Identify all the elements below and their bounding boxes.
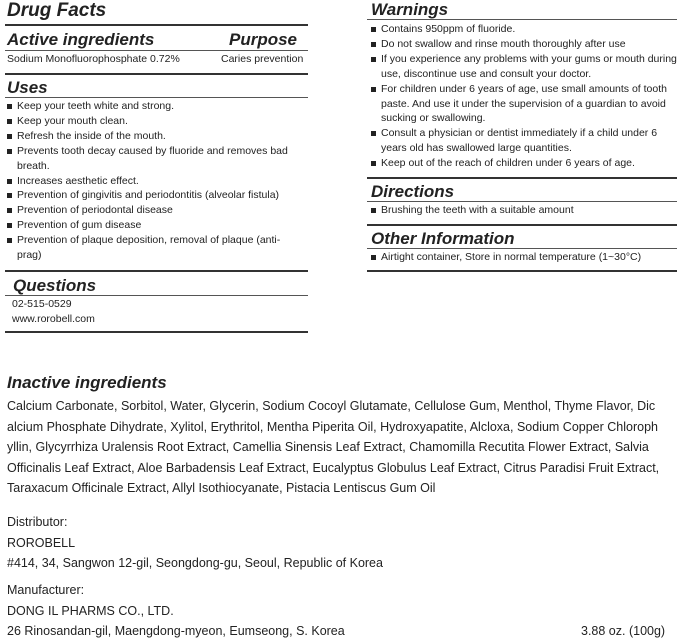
distributor-name: ROROBELL <box>7 535 76 550</box>
divider <box>5 295 308 296</box>
list-item: Airtight container, Store in normal temperature (1~30°C) <box>371 250 677 265</box>
questions-heading: Questions <box>13 276 97 295</box>
distributor-label: Distributor: <box>7 515 68 529</box>
net-weight: 3.88 oz. (100g) <box>581 624 666 638</box>
inactive-line: Taraxacum Officinale Extract, Allyl Isothiocyanate, Pistacia Lentiscus Gum Oil <box>7 481 436 495</box>
list-item: Keep your teeth white and strong. <box>7 99 303 114</box>
divider <box>5 270 308 272</box>
inactive-ingredients-text <box>7 396 679 499</box>
active-ingredient-value: Sodium Monofluorophosphate 0.72% <box>7 53 180 65</box>
other-information-heading: Other Information <box>371 229 515 248</box>
questions-phone: 02-515-0529 <box>12 298 72 310</box>
active-ingredients-heading: Active ingredients <box>7 30 155 49</box>
list-item: Increases aesthetic effect. <box>7 174 303 189</box>
manufacturer-block <box>7 580 345 642</box>
list-item: For children under 6 years of age, use small amounts of tooth paste. And use it under the supervision of a guardian to avoid sucking or swallowing. <box>371 82 679 127</box>
divider <box>367 201 677 202</box>
manufacturer-name: DONG IL PHARMS CO., LTD. <box>7 603 174 618</box>
purpose-heading: Purpose <box>229 30 298 49</box>
list-item: Keep out of the reach of children under 6 years of age. <box>371 156 679 171</box>
inactive-line: Officinalis Leaf Extract, Aloe Barbadensis Leaf Extract, Eucalyptus Globulus Leaf Extract, Citrus Paradisi Fruit Extract, <box>7 460 660 475</box>
divider <box>5 50 308 51</box>
inactive-line: alcium Phosphate Dihydrate, Xylitol, Erythritol, Mentha Piperita Oil, Hydroxyapatite, Alcloxa, Sodium Copper Chloroph <box>7 419 659 434</box>
inactive-ingredients-heading: Inactive ingredients <box>7 373 167 392</box>
list-item: Consult a physician or dentist immediately if a child under 6 years old has swallowed large quantities. <box>371 126 671 156</box>
list-item: Prevents tooth decay caused by fluoride and removes bad breath. <box>7 144 303 174</box>
warnings-heading: Warnings <box>371 0 449 19</box>
warnings-list <box>371 22 679 171</box>
questions-website: www.rorobell.com <box>12 313 95 325</box>
divider <box>5 97 308 98</box>
list-item: Do not swallow and rinse mouth thoroughly after use <box>371 37 679 52</box>
divider <box>5 331 308 333</box>
list-item: If you experience any problems with your gums or mouth during use, discontinue use and consult your doctor. <box>371 52 679 82</box>
divider <box>5 73 308 75</box>
manufacturer-address: 26 Rinosandan-gil, Maengdong-myeon, Eumseong, S. Korea <box>7 624 345 638</box>
list-item: Contains 950ppm of fluoride. <box>371 22 679 37</box>
list-item: Brushing the teeth with a suitable amount <box>371 203 677 218</box>
manufacturer-label: Manufacturer: <box>7 583 85 597</box>
distributor-address: #414, 34, Sangwon 12-gil, Seongdong-gu, Seoul, Republic of Korea <box>7 556 383 570</box>
drug-facts-title: Drug Facts <box>7 0 107 21</box>
divider <box>5 24 308 26</box>
distributor-block <box>7 512 383 574</box>
inactive-line: Calcium Carbonate, Sorbitol, Water, Glycerin, Sodium Cocoyl Glutamate, Cellulose Gum, Menthol, Thyme Flavor, Dic <box>7 399 656 413</box>
list-item: Prevention of plaque deposition, removal of plaque (anti- prag) <box>7 233 297 263</box>
divider <box>367 177 677 179</box>
list-item: Prevention of gingivitis and periodontitis (alveolar fistula) <box>7 188 303 203</box>
divider <box>367 19 677 20</box>
directions-heading: Directions <box>371 182 455 201</box>
divider <box>367 270 677 272</box>
list-item: Prevention of periodontal disease <box>7 203 303 218</box>
uses-heading: Uses <box>7 78 48 97</box>
divider <box>367 248 677 249</box>
purpose-value: Caries prevention <box>221 53 304 65</box>
inactive-line: yllin, Glycyrrhiza Uralensis Root Extract, Camellia Sinensis Leaf Extract, Chamomilla Recutita Flower Extract, Salvia <box>7 440 649 454</box>
list-item: Keep your mouth clean. <box>7 114 303 129</box>
uses-list <box>7 99 303 263</box>
list-item: Prevention of gum disease <box>7 218 303 233</box>
other-information-list <box>371 250 677 265</box>
directions-list <box>371 203 677 218</box>
divider <box>367 224 677 226</box>
list-item: Refresh the inside of the mouth. <box>7 129 303 144</box>
